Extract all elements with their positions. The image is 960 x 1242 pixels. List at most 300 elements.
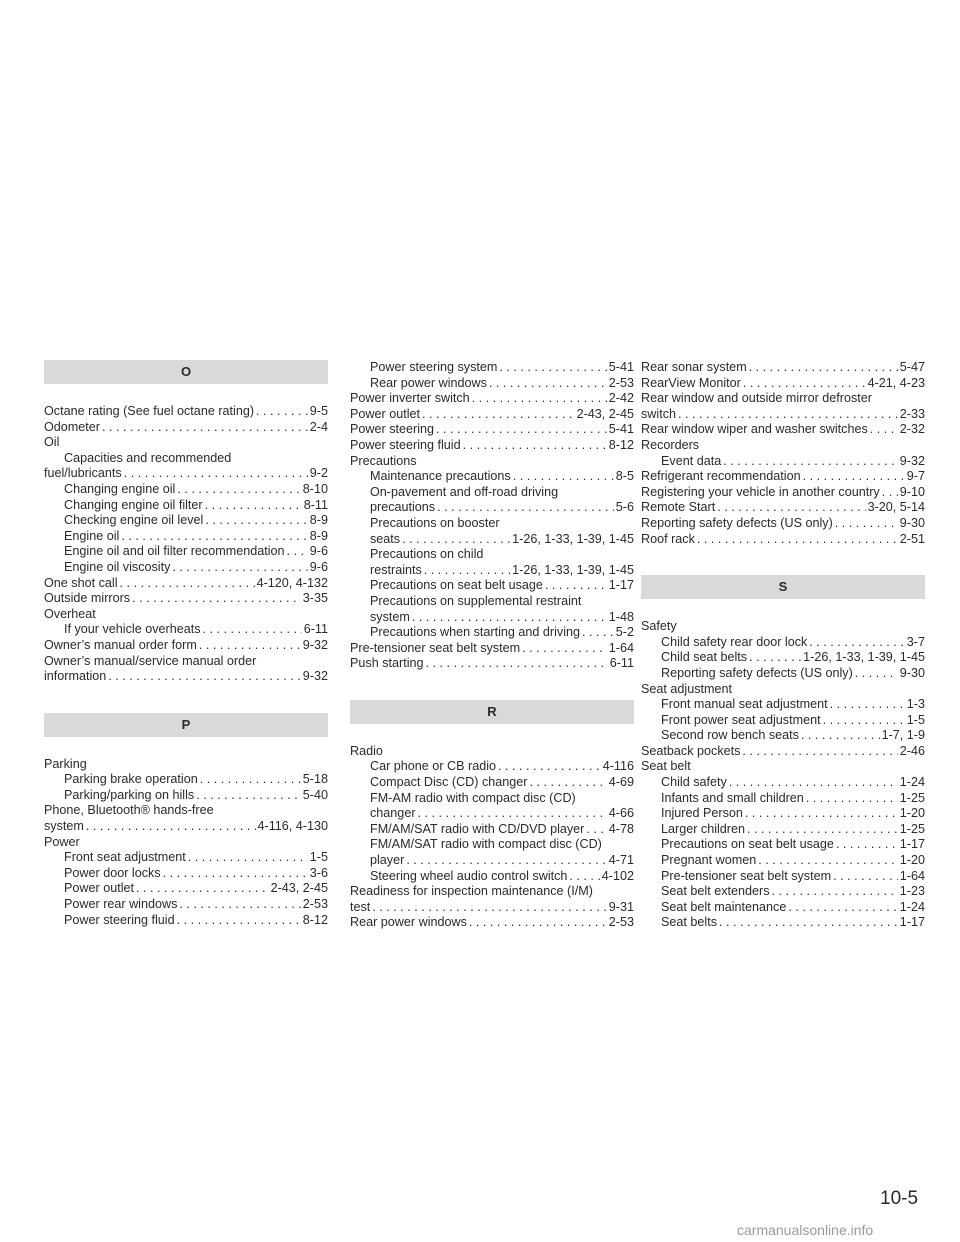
index-entry-page: 4-21, 4-23 [867, 375, 925, 390]
section-header: R [350, 700, 634, 724]
index-entry[interactable] [44, 576, 328, 592]
index-entry-page: 1-64 [608, 640, 634, 655]
index-entry-page: 4-78 [608, 821, 634, 836]
index-entry-page: 3-20, 5-14 [867, 500, 925, 515]
dot-leader [835, 516, 898, 532]
index-entry-page: 1-5 [309, 850, 328, 865]
index-entry-label: Remote Start [641, 500, 716, 515]
index-entry-label: Power outlet [64, 881, 135, 896]
index-entry[interactable] [641, 469, 925, 485]
index-entry-label: Pre-tensioner seat belt system [661, 868, 832, 883]
index-entry-page: 1-64 [899, 868, 925, 883]
page-number: 10-5 [880, 1188, 919, 1209]
index-entry[interactable] [641, 666, 925, 682]
dot-leader [882, 485, 898, 501]
index-entry-label: Odometer [44, 419, 100, 434]
index-entry-page: 5-41 [608, 422, 634, 437]
index-entry-page: 9-31 [608, 899, 634, 914]
index-entry-page: 8-12 [302, 912, 328, 927]
index-entry[interactable] [641, 822, 925, 838]
index-entry-label: Changing engine oil filter [64, 497, 203, 512]
index-entry-label: Child safety [661, 775, 727, 790]
index-entry-page: 9-6 [309, 544, 328, 559]
index-entry-page: 1-7, 1-9 [881, 728, 925, 743]
index-entry-label: Power steering [350, 422, 434, 437]
index-entry-label: Compact Disc (CD) changer [370, 775, 528, 790]
dot-leader [205, 513, 307, 529]
dot-leader [717, 500, 865, 516]
index-entry-label: Seat belt extenders [661, 884, 770, 899]
dot-leader [406, 853, 606, 869]
index-entry-page: 9-30 [899, 515, 925, 530]
index-entry-label: FM/AM/SAT radio with CD/DVD player [370, 821, 585, 836]
index-entry-page: 2-4 [309, 419, 328, 434]
index-entry-page: 1-17 [899, 915, 925, 930]
dot-leader [172, 560, 307, 576]
index-entry-page: 4-116 [602, 759, 634, 774]
index-entry-label: Precautions on seat belt usage [370, 578, 543, 593]
dot-leader [803, 469, 905, 485]
index-entry-label: Roof rack [641, 531, 695, 546]
index-entry[interactable] [641, 376, 925, 392]
index-entry-label: seats [370, 531, 401, 546]
index-entry[interactable] [350, 822, 634, 838]
index-entry[interactable] [350, 610, 634, 626]
index-entry[interactable] [44, 881, 328, 897]
index-heading: Rear window and outside mirror defroster [641, 391, 872, 406]
index-entry-page: 1-48 [608, 609, 634, 624]
dot-leader [749, 360, 898, 376]
dot-leader [586, 822, 606, 838]
index-entry[interactable] [641, 806, 925, 822]
index-entry[interactable] [641, 837, 925, 853]
index-entry-label: Power steering system [370, 360, 498, 374]
index-entry-label: If your vehicle overheats [64, 622, 201, 637]
index-entry[interactable] [44, 669, 328, 685]
index-entry-label: Power steering fluid [64, 912, 175, 927]
dot-leader [855, 666, 898, 682]
index-entry[interactable] [350, 641, 634, 657]
index-entry[interactable] [350, 532, 634, 548]
dot-leader [469, 915, 607, 931]
index-entry-label: Outside mirrors [44, 591, 131, 606]
dot-leader [136, 881, 269, 897]
index-entry-label: player [370, 853, 405, 868]
dot-leader [203, 622, 302, 638]
dot-leader [678, 407, 898, 423]
index-entry-label: Front power seat adjustment [661, 712, 821, 727]
dot-leader [205, 498, 302, 514]
index-heading: Parking [44, 756, 87, 771]
index-column-2 [350, 360, 634, 931]
index-entry-label: Power door locks [64, 865, 161, 880]
dot-leader [489, 376, 607, 392]
index-entry-page: 4-71 [608, 853, 634, 868]
index-entry-label: Parking brake operation [64, 772, 198, 787]
dot-leader [437, 500, 614, 516]
index-entry-page: 1-25 [899, 821, 925, 836]
index-subheading: Capacities and recommended [64, 450, 232, 465]
index-entry-label: Engine oil viscosity [64, 559, 171, 574]
index-subheading: FM/AM/SAT radio with compact disc (CD) [370, 837, 602, 852]
index-entry-label: RearView Monitor [641, 375, 741, 390]
index-entry-label: Refrigerant recommendation [641, 469, 801, 484]
dot-leader [424, 563, 510, 579]
index-entry-label: Registering your vehicle in another country [641, 484, 880, 499]
index-entry-label: Event data [661, 453, 722, 468]
index-column-1 [44, 360, 328, 928]
index-entry-label: test [350, 899, 371, 914]
index-entry[interactable] [641, 500, 925, 516]
index-entry-label: One shot call [44, 575, 118, 590]
index-entry-label: Owner’s manual order form [44, 637, 197, 652]
dot-leader [372, 900, 606, 916]
index-entry-page: 3-7 [906, 634, 925, 649]
index-entry[interactable] [44, 482, 328, 498]
index-entry-page: 4-102 [601, 868, 634, 883]
index-entry-label: Reporting safety defects (US only) [641, 515, 833, 530]
index-entry[interactable] [641, 635, 925, 651]
index-entry[interactable] [641, 744, 925, 760]
index-entry[interactable] [44, 819, 328, 835]
index-entry[interactable] [44, 638, 328, 654]
dot-leader [412, 610, 607, 626]
index-heading: Overheat [44, 606, 96, 621]
dot-leader [472, 391, 607, 407]
dot-leader [545, 578, 607, 594]
index-entry[interactable] [350, 578, 634, 594]
index-entry[interactable] [641, 454, 925, 470]
index-entry[interactable] [44, 897, 328, 913]
index-entry[interactable] [44, 866, 328, 882]
index-entry[interactable] [350, 407, 634, 423]
index-entry-label: Power rear windows [64, 897, 178, 912]
index-entry-page: 8-9 [309, 528, 328, 543]
index-entry-page: 4-69 [608, 775, 634, 790]
index-entry-page: 1-17 [899, 837, 925, 852]
index-entry-label: system [370, 609, 410, 624]
index-heading: Power [44, 834, 80, 849]
dot-leader [86, 819, 256, 835]
index-entry[interactable] [44, 560, 328, 576]
dot-leader [418, 806, 607, 822]
dot-leader [179, 897, 300, 913]
index-entry[interactable] [350, 775, 634, 791]
dot-leader [287, 544, 308, 560]
index-entry-label: precautions [370, 500, 436, 515]
index-entry-label: system [44, 819, 84, 834]
index-entry[interactable] [641, 884, 925, 900]
index-entry[interactable] [641, 422, 925, 438]
index-entry[interactable] [350, 500, 634, 516]
dot-leader [402, 532, 510, 548]
index-entry-label: Engine oil [64, 528, 120, 543]
index-entry-page: 8-5 [615, 469, 634, 484]
dot-leader [102, 420, 308, 436]
index-entry-label: Child seat belts [661, 650, 748, 665]
index-entry[interactable] [350, 438, 634, 454]
index-entry[interactable] [350, 869, 634, 885]
dot-leader [422, 407, 575, 423]
dot-leader [582, 625, 614, 641]
dot-leader [522, 641, 607, 657]
index-entry-page: 1-26, 1-33, 1-39, 1-45 [512, 562, 634, 577]
index-entry-page: 4-120, 4-132 [256, 575, 328, 590]
index-entry-page: 1-20 [899, 806, 925, 821]
index-entry[interactable] [641, 900, 925, 916]
index-entry-label: Steering wheel audio control switch [370, 868, 568, 883]
dot-leader [196, 788, 301, 804]
index-entry-page: 5-2 [615, 625, 634, 640]
index-entry[interactable] [44, 529, 328, 545]
index-entry[interactable] [44, 498, 328, 514]
index-entry-label: Pre-tensioner seat belt system [350, 640, 521, 655]
index-heading: Oil [44, 435, 60, 450]
dot-leader [823, 713, 905, 729]
dot-leader [870, 422, 898, 438]
index-subheading: On-pavement and off-road driving [370, 484, 559, 499]
index-entry-label: Second row bench seats [661, 728, 799, 743]
dot-leader [743, 376, 866, 392]
dot-leader [529, 775, 606, 791]
index-entry[interactable] [350, 853, 634, 869]
index-entry[interactable] [44, 772, 328, 788]
index-entry-label: Power outlet [350, 406, 421, 421]
dot-leader [120, 576, 255, 592]
index-entry-page: 1-17 [608, 578, 634, 593]
dot-leader [836, 837, 898, 853]
index-entry-label: Precautions when starting and driving [370, 625, 581, 640]
dot-leader [463, 438, 607, 454]
index-entry-page: 9-10 [899, 484, 925, 499]
index-entry-page: 9-6 [309, 559, 328, 574]
index-entry-page: 1-5 [906, 712, 925, 727]
index-entry[interactable] [641, 650, 925, 666]
index-entry-page: 1-26, 1-33, 1-39, 1-45 [803, 650, 925, 665]
index-subheading: Precautions on booster [370, 515, 500, 530]
index-entry-page: 1-23 [899, 884, 925, 899]
index-entry-page: 9-32 [899, 453, 925, 468]
index-entry-page: 8-11 [303, 497, 328, 512]
index-entry-page: 2-43, 2-45 [270, 881, 328, 896]
index-entry-page: 1-26, 1-33, 1-39, 1-45 [512, 531, 634, 546]
dot-leader [788, 900, 897, 916]
index-entry-page: 2-53 [302, 897, 328, 912]
index-entry-page: 9-32 [302, 637, 328, 652]
dot-leader [697, 532, 898, 548]
index-entry-page: 9-5 [309, 404, 328, 418]
index-entry-page: 5-41 [608, 360, 634, 374]
index-entry[interactable] [641, 485, 925, 501]
dot-leader [498, 759, 601, 775]
dot-leader [499, 360, 606, 376]
index-entry[interactable] [350, 469, 634, 485]
index-entry-page: 8-10 [302, 481, 328, 496]
index-entry[interactable] [350, 391, 634, 407]
index-entry-page: 9-30 [899, 665, 925, 680]
index-entry-page: 4-116, 4-130 [257, 819, 328, 834]
index-entry-label: Reporting safety defects (US only) [661, 665, 853, 680]
index-entry-label: Engine oil and oil filter recommendation [64, 544, 285, 559]
index-entry-label: information [44, 669, 107, 684]
index-entry-page: 2-53 [608, 375, 634, 390]
index-entry-page: 2-51 [899, 531, 925, 546]
index-entry[interactable] [44, 513, 328, 529]
dot-leader [742, 744, 897, 760]
dot-leader [513, 469, 614, 485]
index-subheading: Precautions on supplemental restraint [370, 593, 582, 608]
index-entry[interactable] [44, 591, 328, 607]
index-entry[interactable] [350, 656, 634, 672]
index-entry-page: 2-43, 2-45 [576, 406, 634, 421]
watermark-link[interactable]: carmanualsonline.info [737, 1222, 874, 1238]
index-entry[interactable] [641, 915, 925, 931]
dot-leader [723, 454, 898, 470]
dot-leader [436, 422, 607, 438]
index-entry[interactable] [350, 563, 634, 579]
index-heading: Seat belt [641, 759, 691, 774]
index-entry[interactable] [641, 791, 925, 807]
dot-leader [772, 884, 898, 900]
index-entry[interactable] [641, 532, 925, 548]
index-entry[interactable] [641, 869, 925, 885]
dot-leader [121, 529, 307, 545]
index-entry[interactable] [44, 466, 328, 482]
index-entry-label: Rear window wiper and washer switches [641, 422, 868, 437]
index-entry-label: Rear sonar system [641, 360, 747, 374]
index-entry[interactable] [641, 728, 925, 744]
index-entry-label: Checking engine oil level [64, 513, 204, 528]
index-entry-label: Changing engine oil [64, 481, 176, 496]
index-entry-page: 2-46 [899, 743, 925, 758]
index-column-3 [641, 360, 925, 931]
index-entry[interactable] [44, 788, 328, 804]
dot-leader [809, 635, 905, 651]
index-entry-label: Power steering fluid [350, 437, 461, 452]
index-heading: Safety [641, 619, 677, 634]
index-entry-page: 5-47 [899, 360, 925, 374]
index-entry[interactable] [44, 913, 328, 929]
index-entry[interactable] [44, 420, 328, 436]
index-heading: Precautions [350, 453, 417, 468]
index-entry[interactable] [350, 900, 634, 916]
dot-leader [132, 591, 301, 607]
index-entry-label: Rear power windows [370, 375, 487, 390]
index-entry-label: Larger children [661, 821, 746, 836]
index-heading: Recorders [641, 437, 700, 452]
dot-leader [747, 822, 898, 838]
index-entry-label: Precautions on seat belt usage [661, 837, 834, 852]
dot-leader [188, 850, 308, 866]
index-entry[interactable] [44, 850, 328, 866]
index-entry[interactable] [641, 853, 925, 869]
dot-leader [806, 791, 898, 807]
index-entry-page: 9-7 [906, 469, 925, 484]
section-header: O [44, 360, 328, 384]
index-heading: Seat adjustment [641, 681, 733, 696]
index-entry[interactable] [641, 360, 925, 376]
index-entry-page: 2-33 [899, 406, 925, 421]
index-entry-label: Front manual seat adjustment [661, 697, 828, 712]
index-entry-page: 3-6 [309, 865, 328, 880]
index-entry-page: 3-35 [302, 591, 328, 606]
index-entry-page: 4-66 [608, 806, 634, 821]
index-entry-label: Injured Person [661, 806, 743, 821]
index-entry[interactable] [641, 713, 925, 729]
index-entry[interactable] [350, 376, 634, 392]
index-entry-label: Maintenance precautions [370, 469, 511, 484]
index-entry[interactable] [350, 759, 634, 775]
dot-leader [177, 482, 300, 498]
index-entry[interactable] [350, 422, 634, 438]
index-entry-label: fuel/lubricants [44, 466, 122, 481]
index-entry[interactable] [641, 775, 925, 791]
index-entry[interactable] [350, 806, 634, 822]
dot-leader [745, 806, 898, 822]
index-entry-page: 1-3 [906, 697, 925, 712]
section-header: P [44, 713, 328, 737]
index-entry-label: Car phone or CB radio [370, 759, 497, 774]
index-entry-page: 9-2 [309, 466, 328, 481]
index-entry-label: restraints [370, 562, 422, 577]
index-subheading: Precautions on child [370, 547, 484, 562]
dot-leader [200, 772, 301, 788]
index-entry-page: 1-24 [899, 775, 925, 790]
index-entry[interactable] [641, 407, 925, 423]
dot-leader [749, 650, 801, 666]
section-header: S [641, 575, 925, 599]
index-entry-label: Infants and small children [661, 790, 804, 805]
dot-leader [199, 638, 301, 654]
index-entry-page: 8-12 [608, 437, 634, 452]
dot-leader [256, 404, 308, 420]
index-entry-page: 6-11 [303, 622, 328, 637]
index-entry-label: Seat belts [661, 915, 718, 930]
index-entry-page: 5-18 [302, 772, 328, 787]
dot-leader [719, 915, 898, 931]
dot-leader [108, 669, 300, 685]
index-entry-label: Octane rating (See fuel octane rating) [44, 404, 255, 418]
index-entry-page: 1-20 [899, 853, 925, 868]
dot-leader [729, 775, 898, 791]
index-entry[interactable] [350, 915, 634, 931]
index-entry-page: 9-32 [302, 669, 328, 684]
index-entry[interactable] [350, 625, 634, 641]
index-entry-label: Push starting [350, 656, 424, 671]
index-entry[interactable] [44, 404, 328, 420]
index-entry[interactable] [641, 697, 925, 713]
index-heading: Radio [350, 743, 383, 758]
index-entry[interactable] [350, 360, 634, 376]
index-entry-label: switch [641, 406, 676, 421]
dot-leader [163, 866, 308, 882]
dot-leader [801, 728, 880, 744]
index-entry[interactable] [44, 544, 328, 560]
index-entry-label: Seat belt maintenance [661, 899, 787, 914]
index-entry[interactable] [641, 516, 925, 532]
index-heading: Readiness for inspection maintenance (I/M) [350, 884, 593, 899]
index-subheading: FM-AM radio with compact disc (CD) [370, 790, 576, 805]
index-entry-page: 5-6 [615, 500, 634, 515]
dot-leader [124, 466, 308, 482]
index-heading: Phone, Bluetooth® hands-free [44, 803, 214, 818]
index-entry[interactable] [44, 622, 328, 638]
index-entry-label: Child safety rear door lock [661, 634, 808, 649]
index-entry-page: 6-11 [609, 656, 634, 671]
index-entry-page: 1-24 [899, 899, 925, 914]
index-entry-label: Power inverter switch [350, 391, 470, 406]
index-entry-page: 5-40 [302, 787, 328, 802]
